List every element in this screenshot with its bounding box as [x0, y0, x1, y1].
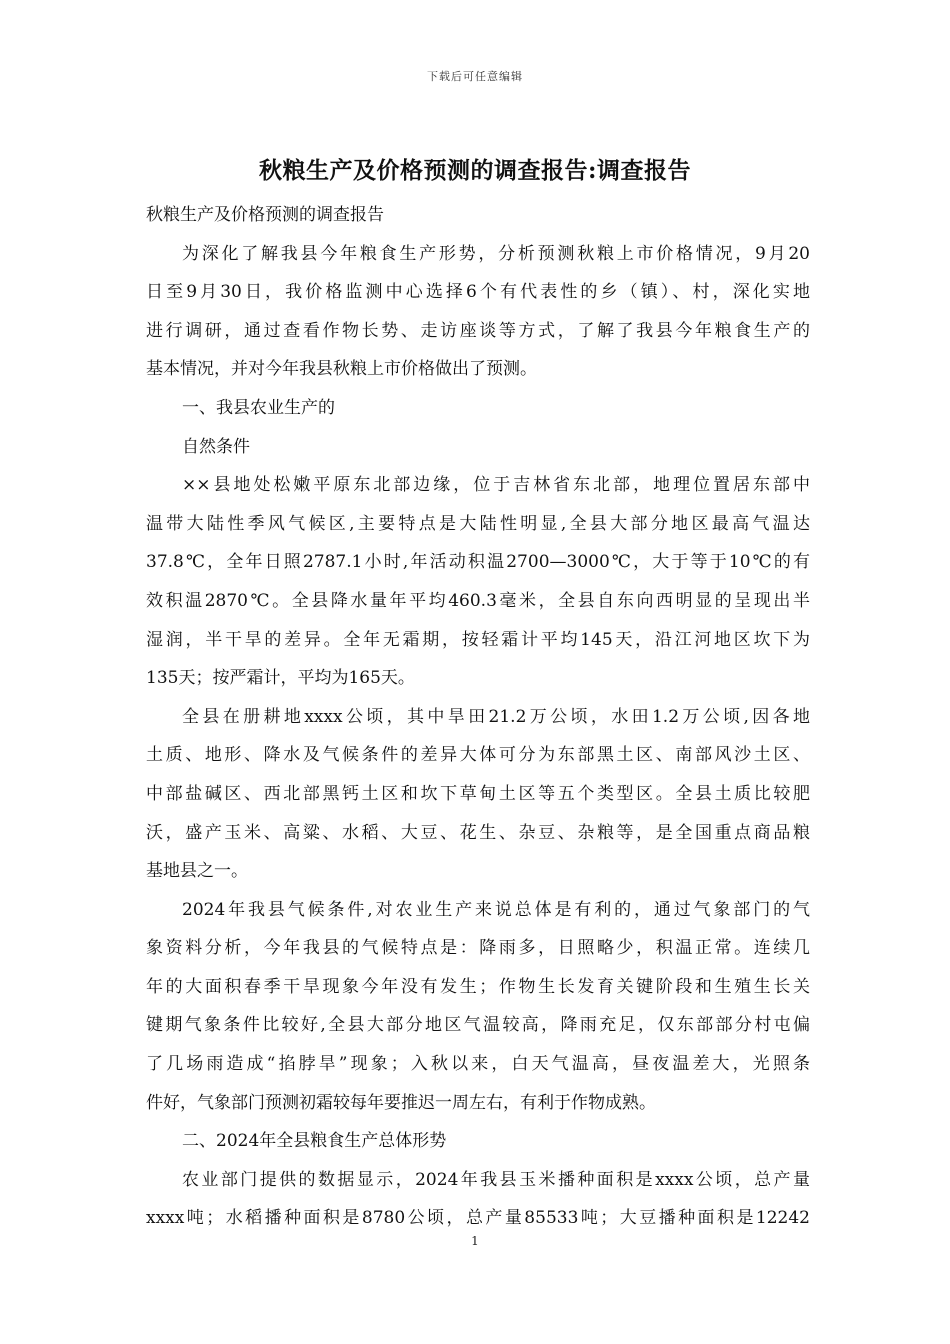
body-line: 2024年我县气候条件,对农业生产来说总体是有利的，通过气象部门的气: [182, 899, 810, 920]
body-line: 中部盐碱区、西北部黑钙土区和坎下草甸土区等五个类型区。全县土质比较肥: [146, 783, 810, 804]
body-line: 基地县之一。: [146, 861, 248, 882]
page-number: 1: [471, 1234, 479, 1248]
body-line: 件好，气象部门预测初霜较每年要推迟一周左右，有利于作物成熟。: [146, 1092, 656, 1113]
body-line: 农业部门提供的数据显示，2024年我县玉米播种面积是xxxx公顷，总产量: [182, 1169, 810, 1190]
body-line: 了几场雨造成“掐脖旱”现象；入秋以来，白天气温高，昼夜温差大，光照条: [146, 1054, 810, 1075]
body-line: 基本情况，并对今年我县秋粮上市价格做出了预测。: [146, 359, 537, 380]
section-heading: 二、2024年全县粮食生产总体形势: [182, 1131, 447, 1152]
body-line: 进行调研，通过查看作物长势、走访座谈等方式，了解了我县今年粮食生产的: [146, 320, 810, 341]
body-line: 效积温2870℃。全县降水量年平均460.3毫米，全县自东向西明显的呈现出半: [146, 590, 810, 611]
body-line: 年的大面积春季干旱现象今年没有发生；作物生长发育关键阶段和生殖生长关: [146, 976, 810, 997]
body-line: 日至9月30日，我价格监测中心选择6个有代表性的乡（镇）、村，深化实地: [146, 282, 810, 303]
body-line: 土质、地形、降水及气候条件的差异大体可分为东部黑土区、南部风沙土区、: [146, 745, 810, 766]
header-note: 下载后可任意编辑: [427, 70, 523, 83]
body-line: 全县在册耕地xxxx公顷，其中旱田21.2万公顷，水田1.2万公顷,因各地: [182, 706, 810, 727]
body-line: xxxx吨；水稻播种面积是8780公顷，总产量85533吨；大豆播种面积是12242: [146, 1208, 810, 1229]
body-line: 湿润，半干旱的差异。全年无霜期，按轻霜计平均145天，沿江河地区坎下为: [146, 629, 810, 650]
section-heading: 自然条件: [182, 436, 250, 457]
body-line: 135天；按严霜计，平均为165天。: [146, 668, 415, 689]
body-line: 键期气象条件比较好,全县大部分地区气温较高，降雨充足，仅东部部分村屯偏: [146, 1015, 810, 1036]
document-title: 秋粮生产及价格预测的调查报告:调查报告: [259, 157, 691, 184]
body-line: 37.8℃，全年日照2787.1小时,年活动积温2700—3000℃，大于等于10℃的有: [146, 552, 810, 573]
body-line: 温带大陆性季风气候区,主要特点是大陆性明显,全县大部分地区最高气温达: [146, 513, 810, 534]
body-line: ××县地处松嫩平原东北部边缘，位于吉林省东北部，地理位置居东部中: [182, 475, 810, 496]
body-line: 沃，盛产玉米、高粱、水稻、大豆、花生、杂豆、杂粮等，是全国重点商品粮: [146, 822, 810, 843]
body-line: 为深化了解我县今年粮食生产形势，分析预测秋粮上市价格情况，9月20: [182, 243, 810, 264]
subtitle-line: 秋粮生产及价格预测的调查报告: [146, 205, 384, 225]
body-line: 象资料分析，今年我县的气候特点是：降雨多，日照略少，积温正常。连续几: [146, 938, 810, 959]
section-heading: 一、我县农业生产的: [182, 397, 335, 418]
document-body: [146, 196, 810, 1238]
